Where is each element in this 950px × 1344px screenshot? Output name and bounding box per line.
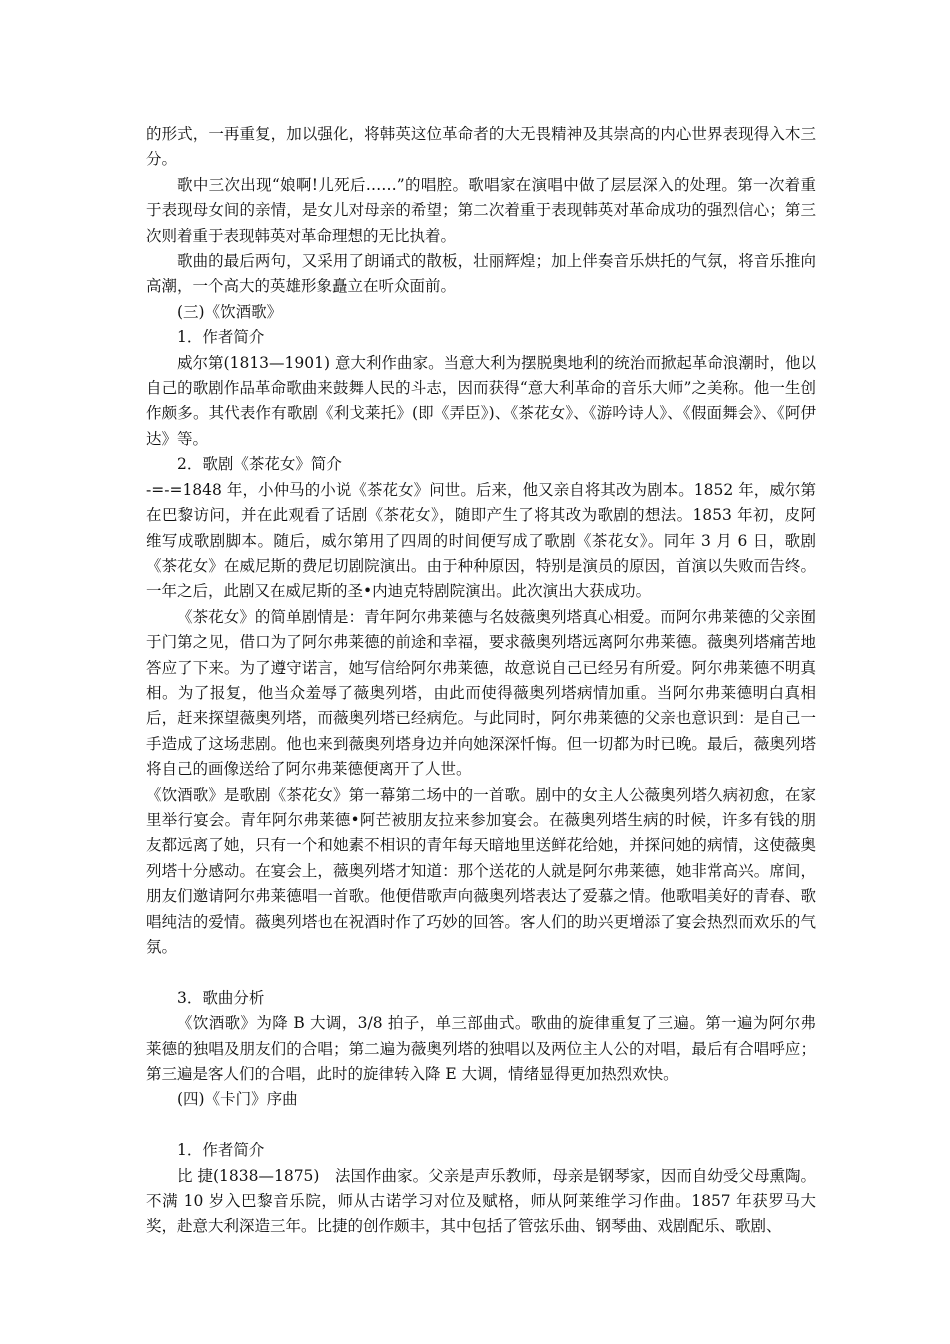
section-heading: (三)《饮酒歌》 bbox=[177, 302, 283, 321]
paragraph: 《饮酒歌》为降 B 大调，3/8 拍子，单三部曲式。歌曲的旋律重复了三遍。第一遍为阿尔弗莱德的独唱及朋友们的合唱；第二遍为薇奥列塔的独唱以及两位主人公的对唱，最后有合唱呼应；第三遍是客人们的合唱，此时的旋律转入降 E 大调，情绪显得更加热烈欢快。 bbox=[146, 1014, 816, 1084]
paragraph: 《茶花女》的简单剧情是：青年阿尔弗莱德与名妓薇奥列塔真心相爱。而阿尔弗莱德的父亲囿于门第之见，借口为了阿尔弗莱德的前途和幸福，要求薇奥列塔远离阿尔弗莱德。薇奥列塔痛苦地答应了下来。为了遵守诺言，她写信给阿尔弗莱德，故意说自己已经另有所爱。阿尔弗莱德不明真相。为了报复，他当众羞辱了薇奥列塔，由此而使得薇奥列塔病情加重。当阿尔弗莱德明白真相后，赶来探望薇奥列塔，而薇奥列塔已经病危。与此同时，阿尔弗莱德的父亲也意识到：是自己一手造成了这场悲剧。他也来到薇奥列塔身边并向她深深忏悔。但一切都为时已晚。最后，薇奥列塔将自己的画像送给了阿尔弗莱德便离开了人世。 bbox=[146, 607, 816, 779]
paragraph: 《饮酒歌》是歌剧《茶花女》第一幕第二场中的一首歌。剧中的女主人公薇奥列塔久病初愈，在家里举行宴会。青年阿尔弗莱德•阿芒被朋友拉来参加宴会。在薇奥列塔生病的时候，许多有钱的朋友都远离了她，只有一个和她素不相识的青年每天暗地里送鲜花给她，并探问她的病情，这使薇奥列塔十分感动。在宴会上，薇奥列塔才知道：那个送花的人就是阿尔弗莱德，她非常高兴。席间，朋友们邀请阿尔弗莱德唱一首歌。他便借歌声向薇奥列塔表达了爱慕之情。他歌唱美好的青春、歌唱纯洁的爱情。薇奥列塔也在祝酒时作了巧妙的回答。客人们的助兴更增添了宴会热烈而欢乐的气氛。 bbox=[146, 785, 816, 956]
blank-line bbox=[146, 1113, 816, 1138]
subsection-heading: 1．作者简介 bbox=[177, 328, 265, 347]
paragraph: -=-=1848 年，小仲马的小说《茶花女》问世。后来，他又亲自将其改为剧本。1852 年，威尔第在巴黎访问，并在此观看了话剧《茶花女》，随即产生了将其改为歌剧的想法。1853 年初，皮阿维写成歌剧脚本。随后，威尔第用了四周的时间便写成了歌剧《茶花女》。同年 3 月 6 日，歌剧《茶花女》在威尼斯的费尼切剧院演出。由于种种原因，特别是演员的原因，首演以失败而告终。一年之后，此剧又在威尼斯的圣•内迪克特剧院演出。此次演出大获成功。 bbox=[146, 480, 816, 601]
subsection-heading: 1．作者简介 bbox=[177, 1141, 265, 1160]
document-page bbox=[146, 122, 816, 1240]
paragraph: 歌曲的最后两句，又采用了朗诵式的散板，壮丽辉煌；加上伴奏音乐烘托的气氛，将音乐推向高潮，一个高大的英雄形象矗立在听众面前。 bbox=[146, 252, 816, 296]
subsection-heading: 2．歌剧《茶花女》简介 bbox=[177, 455, 342, 474]
blank-line bbox=[146, 960, 816, 985]
section-heading: (四)《卡门》序曲 bbox=[177, 1090, 298, 1109]
paragraph: 比 捷(1838—1875) 法国作曲家。父亲是声乐教师，母亲是钢琴家，因而自幼受父母熏陶。不满 10 岁入巴黎音乐院，师从古诺学习对位及赋格，师从阿莱维学习作曲。1857 年获罗马大奖，赴意大利深造三年。比捷的创作颇丰，其中包括了管弦乐曲、钢琴曲、戏剧配乐、歌剧、 bbox=[146, 1166, 816, 1236]
paragraph: 歌中三次出现“娘啊!儿死后……”的唱腔。歌唱家在演唱中做了层层深入的处理。第一次着重于表现母女间的亲情，是女儿对母亲的希望；第二次着重于表现韩英对革命成功的强烈信心；第三次则着重于表现韩英对革命理想的无比执着。 bbox=[146, 175, 816, 245]
paragraph: 威尔第(1813—1901) 意大利作曲家。当意大利为摆脱奥地利的统治而掀起革命浪潮时，他以自己的歌剧作品革命歌曲来鼓舞人民的斗志，因而获得“意大利革命的音乐大师”之美称。他一生创作颇多。其代表作有歌剧《利戈莱托》(即《弄臣》)、《茶花女》、《游吟诗人》、《假面舞会》、《阿伊达》等。 bbox=[146, 353, 816, 448]
paragraph: 的形式，一再重复，加以强化，将韩英这位革命者的大无畏精神及其崇高的内心世界表现得入木三分。 bbox=[146, 125, 816, 169]
subsection-heading: 3．歌曲分析 bbox=[177, 988, 265, 1007]
